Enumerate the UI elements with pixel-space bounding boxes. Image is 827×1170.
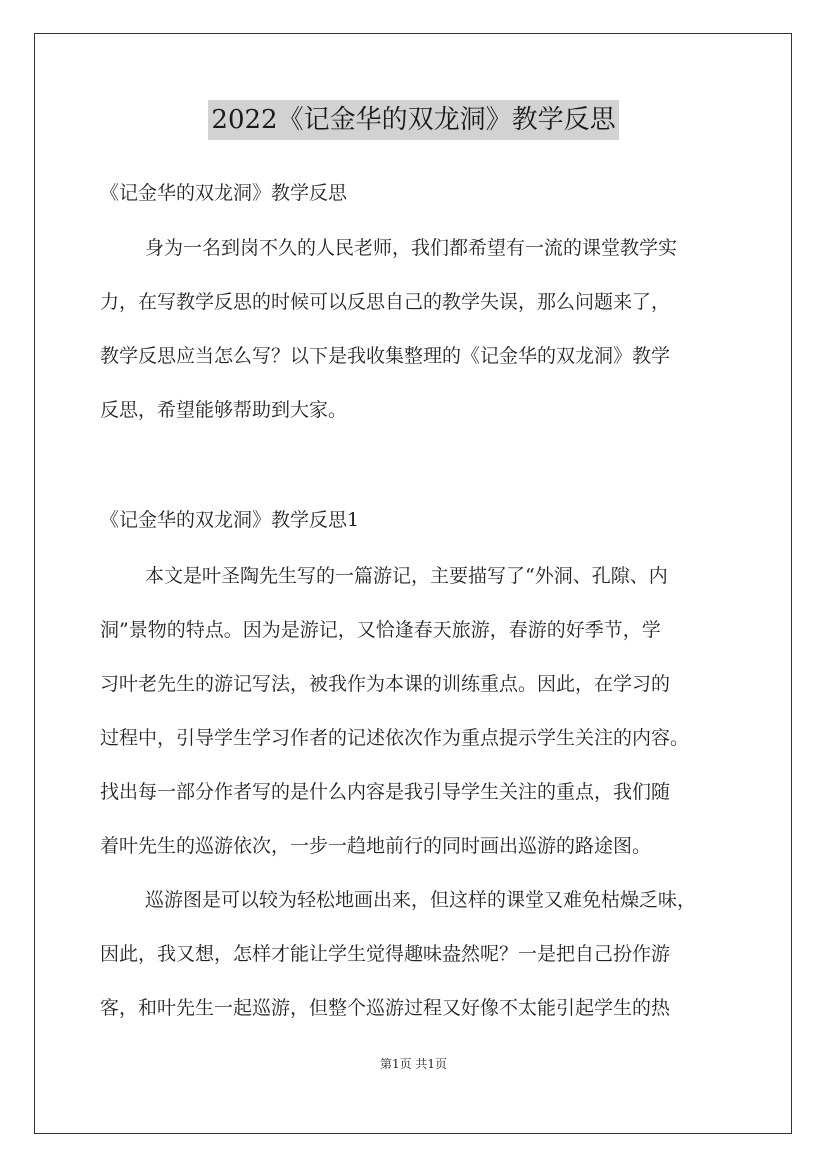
paragraph-line: 巡游图是可以较为轻松地画出来，但这样的课堂又难免枯燥乏味，: [145, 889, 697, 911]
intro-line: 反思，希望能够帮助到大家。: [100, 399, 348, 421]
paragraph-line: 找出每一部分作者写的是什么内容是我引导学生关注的重点，我们随: [100, 781, 671, 803]
title-container: [0, 100, 827, 140]
intro-line: 身为一名到岗不久的人民老师，我们都希望有一流的课堂教学实: [145, 237, 678, 259]
document-title: 2022《记金华的双龙洞》教学反思: [208, 100, 618, 140]
intro-line: 教学反思应当怎么写？以下是我收集整理的《记金华的双龙洞》教学: [100, 345, 671, 367]
paragraph-line: 着叶先生的巡游依次，一步一趋地前行的同时画出巡游的路途图。: [100, 835, 652, 857]
paragraph-line: 本文是叶圣陶先生写的一篇游记，主要描写了“外洞、孔隙、内: [145, 565, 668, 587]
section-heading: 《记金华的双龙洞》教学反思1: [100, 509, 360, 531]
intro-line: 力，在写教学反思的时候可以反思自己的教学失误，那么问题来了，: [100, 291, 671, 313]
paragraph-line: 过程中，引导学生学习作者的记述依次作为重点提示学生关注的内容。: [100, 727, 690, 749]
page-footer: 第1页 共1页: [379, 1057, 448, 1071]
paragraph-line: 习叶老先生的游记写法，被我作为本课的训练重点。因此，在学习的: [100, 673, 671, 695]
paragraph-line: 洞”景物的特点。因为是游记，又恰逢春天旅游，春游的好季节，学: [100, 619, 661, 641]
paragraph-line: 因此，我又想，怎样才能让学生觉得趣味盎然呢？一是把自己扮作游: [100, 943, 671, 965]
subtitle: 《记金华的双龙洞》教学反思: [100, 182, 348, 204]
paragraph-line: 客，和叶先生一起巡游，但整个巡游过程又好像不太能引起学生的热: [100, 997, 671, 1019]
